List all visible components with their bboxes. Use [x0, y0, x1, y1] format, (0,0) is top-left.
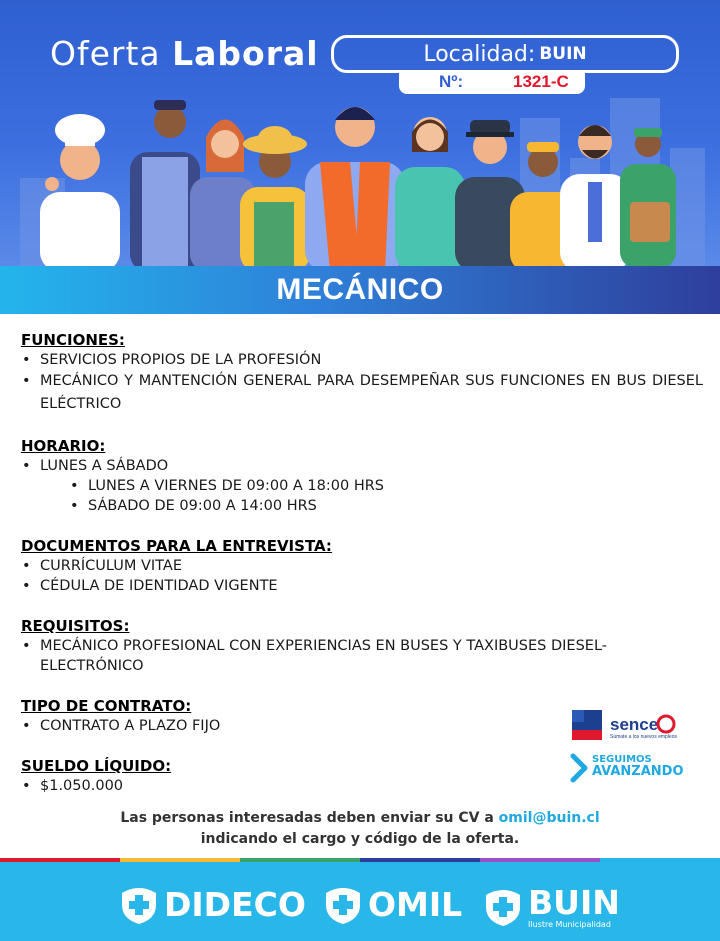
section-title: REQUISITOS:	[21, 617, 130, 635]
sence-wordmark: sence	[610, 715, 659, 734]
shield-cross-icon	[482, 885, 524, 927]
sence-logo	[572, 708, 682, 742]
buin-logo	[482, 883, 620, 929]
shield-cross-icon	[322, 883, 364, 925]
worker-doctor	[560, 125, 630, 268]
section-title: HORARIO:	[21, 437, 106, 455]
sence-tagline: Súmate a los nuevos empleos	[610, 734, 677, 740]
seguimos-text	[592, 754, 684, 778]
worker-nurse	[395, 117, 465, 268]
bullet-list	[21, 556, 703, 596]
location-label: Localidad:	[423, 41, 536, 67]
offer-code-box	[399, 70, 585, 94]
location-value: BUIN	[539, 44, 587, 64]
seguimos-line2: AVANZANDO	[592, 764, 684, 779]
instructions-prefix: Las personas interesadas deben enviar su CV a	[120, 810, 494, 826]
list-sub-item: • SÁBADO DE 09:00 A 14:00 HRS	[69, 496, 703, 516]
omil-label: OMIL	[368, 884, 463, 924]
instructions-line2: indicando el cargo y código de la oferta.	[200, 831, 520, 847]
section-documentos	[21, 536, 703, 596]
offer-details	[21, 330, 703, 816]
worker-construction	[305, 107, 405, 268]
section-funciones	[21, 330, 703, 416]
page-title	[50, 34, 319, 73]
contact-email[interactable]: omil@buin.cl	[498, 810, 600, 826]
location-box	[331, 35, 679, 73]
bullet-list	[21, 456, 703, 516]
title-light: Oferta	[50, 34, 161, 73]
title-bold: Laboral	[172, 34, 319, 73]
list-sub-item: • LUNES A VIERNES DE 09:00 A 18:00 HRS	[69, 476, 703, 496]
group-of-workers-illustration	[30, 92, 690, 268]
sence-logo-graphic	[572, 708, 682, 742]
application-instructions	[0, 808, 720, 850]
shield-cross-icon	[118, 883, 160, 925]
list-item: • $1.050.000	[21, 776, 703, 796]
list-item: • MECÁNICO Y MANTENCIÓN GENERAL PARA DESEMPEÑAR SUS FUNCIONES EN BUS DIESEL ELÉCTRICO	[21, 370, 703, 416]
dideco-label: DIDECO	[164, 884, 306, 924]
offer-code-value: 1321-C	[513, 72, 569, 91]
chevron-right-icon	[570, 753, 590, 783]
section-horario	[21, 436, 703, 516]
header	[0, 0, 720, 268]
bullet-list	[21, 636, 703, 676]
dideco-logo	[118, 883, 306, 925]
job-title-banner	[0, 266, 720, 314]
section-requisitos	[21, 616, 703, 676]
instructions-line1	[0, 808, 720, 829]
worker-grocer	[620, 128, 676, 268]
list-item: • MECÁNICO PROFESIONAL CON EXPERIENCIAS EN BUSES Y TAXIBUSES DIESEL-ELECTRÓNICO	[21, 636, 630, 676]
worker-chef	[40, 114, 120, 268]
worker-cleaner	[130, 100, 200, 268]
seguimos-avanzando-logo	[570, 752, 690, 784]
job-title: MECÁNICO	[276, 273, 444, 306]
list-item: • SERVICIOS PROPIOS DE LA PROFESIÓN	[21, 350, 703, 370]
buin-brand	[528, 883, 620, 929]
bullet-list	[21, 350, 703, 416]
buin-label: BUIN	[528, 883, 620, 922]
list-item: • CONTRATO A PLAZO FIJO	[21, 716, 703, 736]
section-title: SUELDO LÍQUIDO:	[21, 757, 172, 775]
offer-code-label: Nº:	[439, 72, 464, 91]
section-title: TIPO DE CONTRATO:	[21, 697, 192, 715]
footer	[0, 862, 720, 941]
omil-logo	[322, 883, 462, 925]
list-item: • CÉDULA DE IDENTIDAD VIGENTE	[21, 576, 703, 596]
section-title: FUNCIONES:	[21, 331, 125, 349]
section-title: DOCUMENTOS PARA LA ENTREVISTA:	[21, 537, 332, 555]
seguimos-line1: SEGUIMOS	[592, 754, 652, 765]
list-item: • CURRÍCULUM VITAE	[21, 556, 703, 576]
worker-farmer	[240, 126, 310, 268]
list-item: • LUNES A SÁBADO	[21, 456, 703, 476]
buin-sublabel: Ilustre Municipalidad	[528, 920, 611, 929]
